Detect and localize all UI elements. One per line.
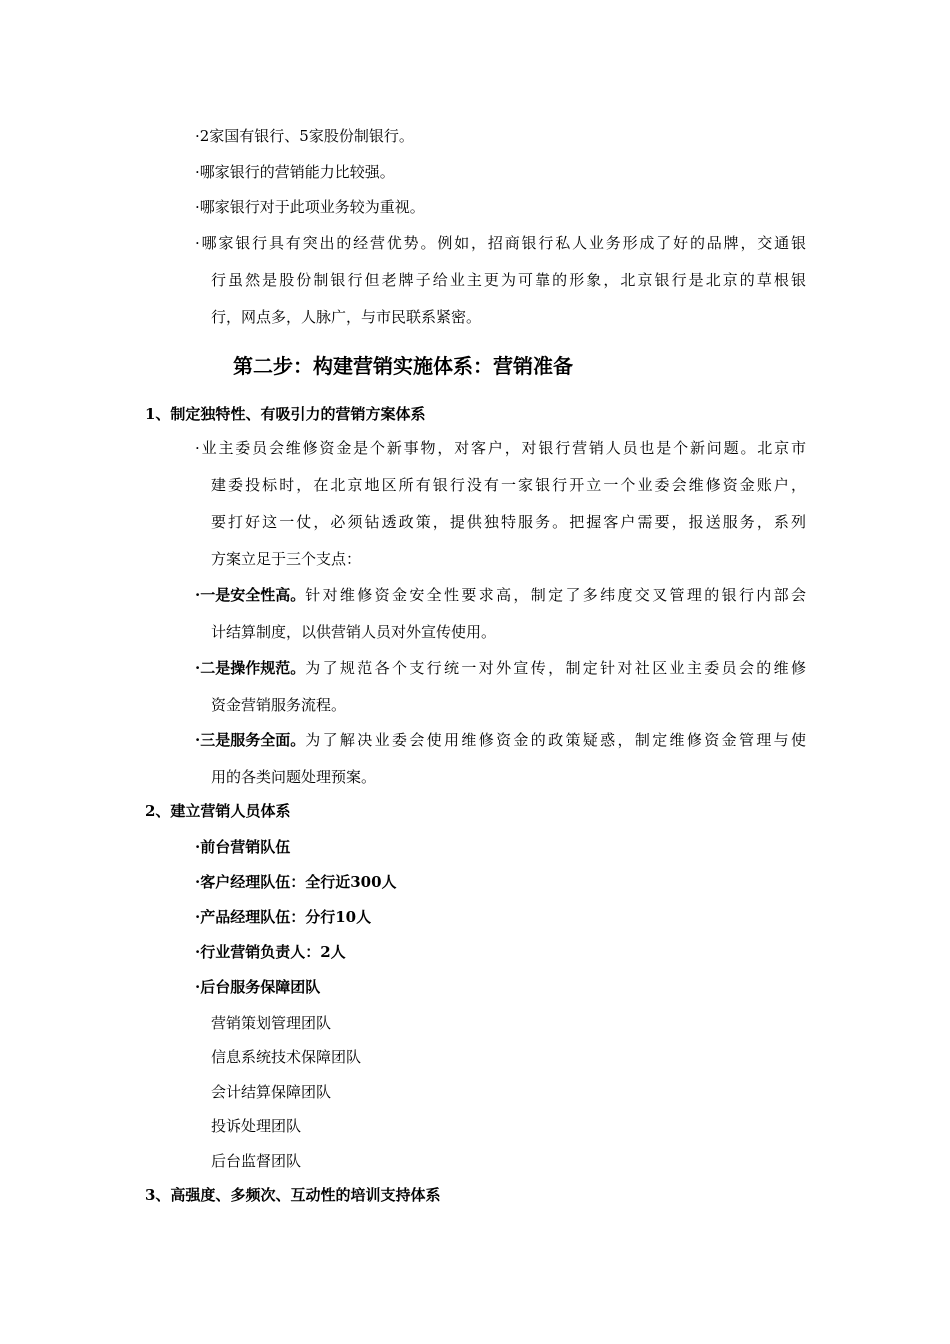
backoffice-sub-item: 投诉处理团队 (211, 1117, 302, 1135)
intro-bullet-1: ·2家国有银行、5家股份制银行。 (195, 127, 414, 145)
team-item-front: ·前台营销队伍 (195, 838, 291, 856)
section-1-para-line-4: 方案立足于三个支点： (211, 550, 362, 568)
section-1-para-line-1: ·业主委员会维修资金是个新事物，对客户，对银行营销人员也是个新问题。北京市 (195, 439, 806, 457)
intro-bullet-2: ·哪家银行的营销能力比较强。 (195, 163, 395, 181)
point-1-text: 针对维修资金安全性要求高，制定了多纬度交叉管理的银行内部会 (305, 586, 806, 604)
section-3-title: 3、高强度、多频次、互动性的培训支持体系 (145, 1186, 441, 1204)
point-1-label: ·一是安全性高。 (195, 586, 306, 604)
point-3-label: ·三是服务全面。 (195, 731, 306, 749)
point-2-label: ·二是操作规范。 (195, 659, 306, 677)
intro-bullet-3: ·哪家银行对于此项业务较为重视。 (195, 198, 425, 216)
team-item-industry-lead: ·行业营销负责人：2人 (195, 943, 346, 961)
section-1-title: 1、制定独特性、有吸引力的营销方案体系 (145, 405, 426, 423)
section-1-para-line-2: 建委投标时，在北京地区所有银行没有一家银行开立一个业委会维修资金账户， (211, 476, 806, 494)
backoffice-sub-item: 信息系统技术保障团队 (211, 1048, 362, 1066)
backoffice-sub-item: 后台监督团队 (211, 1152, 302, 1170)
point-1-line-1 (195, 585, 806, 605)
team-item-account-managers: ·客户经理队伍：全行近300人 (195, 873, 397, 891)
point-2-line-1 (195, 658, 806, 678)
advantage-bullet-line-1: ·哪家银行具有突出的经营优势。例如，招商银行私人业务形成了好的品牌，交通银 (195, 234, 806, 252)
section-2-title: 2、建立营销人员体系 (145, 802, 291, 820)
point-2-text: 为了规范各个支行统一对外宣传，制定针对社区业主委员会的维修 (305, 659, 806, 677)
point-3-text: 为了解决业委会使用维修资金的政策疑惑，制定维修资金管理与使 (305, 731, 806, 749)
step-heading: 第二步：构建营销实施体系：营销准备 (233, 354, 573, 378)
point-2-line-2: 资金营销服务流程。 (211, 696, 347, 714)
point-3-line-2: 用的各类问题处理预案。 (211, 768, 377, 786)
backoffice-sub-item: 会计结算保障团队 (211, 1083, 332, 1101)
advantage-bullet-line-2: 行虽然是股份制银行但老牌子给业主更为可靠的形象，北京银行是北京的草根银 (211, 271, 806, 289)
team-item-backoffice: ·后台服务保障团队 (195, 978, 321, 996)
section-1-para-line-3: 要打好这一仗，必须钻透政策，提供独特服务。把握客户需要，报送服务，系列 (211, 513, 806, 531)
advantage-bullet-line-3: 行，网点多，人脉广，与市民联系紧密。 (211, 308, 482, 326)
team-item-product-managers: ·产品经理队伍：分行10人 (195, 908, 372, 926)
point-1-line-2: 计结算制度，以供营销人员对外宣传使用。 (211, 623, 497, 641)
point-3-line-1 (195, 730, 806, 750)
backoffice-sub-item: 营销策划管理团队 (211, 1014, 332, 1032)
